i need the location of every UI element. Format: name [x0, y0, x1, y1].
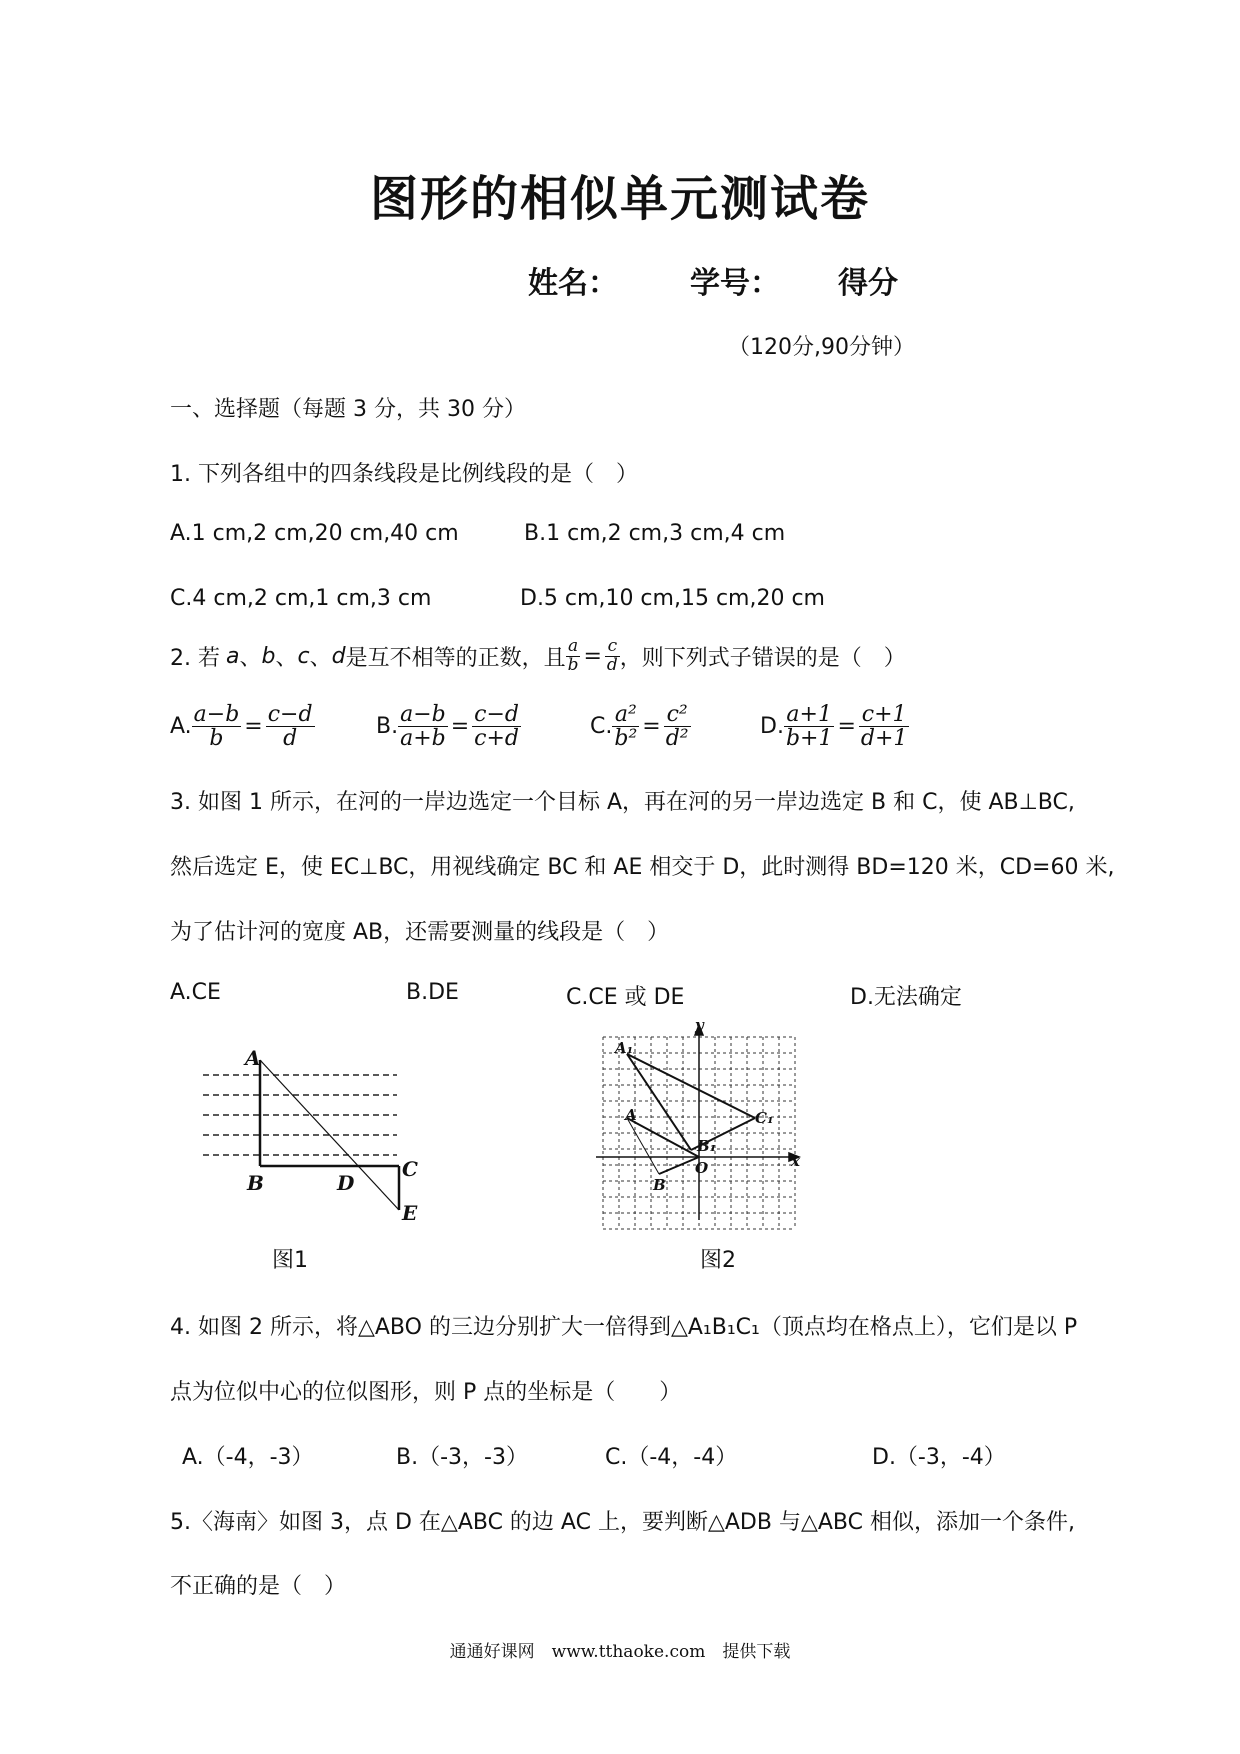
- q2-condition-left-fraction: $\frac{a}{b}$: [567, 636, 579, 675]
- page-footer: 通通好课网 www.tthaoke.com 提供下载: [449, 1642, 791, 1662]
- question-1-option-c: C.4 cm,2 cm,1 cm,3 cm: [170, 586, 432, 611]
- question-4-line-2: 点为位似中心的位似图形，则 P 点的坐标是（ ）: [170, 1380, 682, 1405]
- fig2-label-c1: C₁: [755, 1109, 774, 1127]
- fig1-label-a: A: [245, 1046, 261, 1070]
- question-3-option-a: A.CE: [170, 980, 221, 1005]
- q2-sep-3: 、: [309, 645, 332, 671]
- q2-mid: 是互不相等的正数，且: [345, 645, 566, 671]
- page-title: 图形的相似单元测试卷: [369, 171, 870, 227]
- question-2-option-a: A. $\frac{a-b}{b}$ = $\frac{c-d}{d}$: [170, 702, 313, 752]
- question-2-option-c: C. $\frac{\text{a²}}{\text{b²}}$ = $\frac{\text{c²}}{\text{d²}}$: [590, 702, 689, 752]
- question-4-option-a: A.（-4，-3）: [182, 1445, 314, 1470]
- question-3-option-d: D.无法确定: [850, 985, 962, 1010]
- q2-var-b: b: [261, 643, 276, 669]
- question-4-option-d: D.（-3，-4）: [872, 1445, 1006, 1470]
- student-id-label: 学号：: [690, 266, 780, 301]
- question-1-option-b: B.1 cm,2 cm,3 cm,4 cm: [524, 521, 786, 546]
- name-field-label: 姓名：: [528, 266, 618, 301]
- score-label: 得分: [838, 266, 898, 301]
- fig2-label-a1: A₁: [615, 1039, 634, 1057]
- fig2-label-a: A: [625, 1106, 637, 1124]
- q2-var-d: d: [331, 643, 346, 669]
- figure-2-caption: 图2: [700, 1248, 736, 1273]
- fig2-label-b: B: [653, 1176, 666, 1194]
- question-1-stem: 1. 下列各组中的四条线段是比例线段的是（ ）: [170, 462, 638, 487]
- q2-var-a: a: [225, 643, 240, 669]
- question-3-line-1: 3. 如图 1 所示，在河的一岸边选定一个目标 A，再在河的另一岸边选定 B 和 C，使 AB⊥BC,: [170, 790, 1075, 815]
- q2-sep-1: 、: [239, 645, 262, 671]
- fig2-label-b1: B₁: [697, 1137, 717, 1155]
- question-4-line-1: 4. 如图 2 所示，将△ABO 的三边分别扩大一倍得到△A₁B₁C₁（顶点均在格点上），它们是以 P: [170, 1315, 1078, 1340]
- fig1-label-c: C: [402, 1157, 418, 1181]
- question-3-line-3: 为了估计河的宽度 AB，还需要测量的线段是（ ）: [170, 920, 670, 945]
- fig1-label-d: D: [337, 1171, 355, 1195]
- question-2-option-b: B. $\frac{a-b}{a+b}$ = $\frac{c-d}{c+d}$: [376, 702, 520, 752]
- q2-sep-2: 、: [275, 645, 298, 671]
- question-3-option-c: C.CE 或 DE: [566, 985, 685, 1010]
- q2-prefix: 2. 若: [170, 645, 220, 671]
- question-2-stem: 2. 若 a 、 b 、 c 、 d 是互不相等的正数，且 $\frac{a}{b}$ = $\frac{c}{d}$ ，则下列式子错误的是（ ）: [170, 636, 906, 675]
- question-2-option-d: D. $\frac{a+1}{b+1}$ = $\frac{c+1}{d+1}$: [760, 702, 908, 752]
- question-1-option-d: D.5 cm,10 cm,15 cm,20 cm: [520, 586, 825, 611]
- question-4-option-b: B.（-3，-3）: [396, 1445, 528, 1470]
- fig2-label-o: O: [695, 1159, 709, 1177]
- q2-condition-right-fraction: $\frac{c}{d}$: [606, 636, 618, 675]
- fig2-axis-x-label: x: [791, 1152, 800, 1170]
- fig1-label-e: E: [402, 1201, 418, 1225]
- question-3-line-2: 然后选定 E，使 EC⊥BC，用视线确定 BC 和 AE 相交于 D，此时测得 BD=120 米，CD=60 米,: [170, 855, 1115, 880]
- question-5-line-1: 5.〈海南〉如图 3，点 D 在△ABC 的边 AC 上，要判断△ADB 与△ABC 相似，添加一个条件,: [170, 1510, 1075, 1535]
- figure-1-caption: 图1: [272, 1248, 308, 1273]
- question-4-option-c: C.（-4，-4）: [605, 1445, 738, 1470]
- figure-1-diagram: [195, 1035, 435, 1225]
- figure-2-diagram: [595, 1020, 815, 1235]
- question-3-option-b: B.DE: [406, 980, 459, 1005]
- q2-var-c: c: [297, 643, 310, 669]
- question-5-line-2: 不正确的是（ ）: [170, 1574, 347, 1599]
- fig1-label-b: B: [247, 1171, 264, 1195]
- q2-suffix: ，则下列式子错误的是（ ）: [619, 645, 906, 671]
- exam-meta: （120分,90分钟）: [728, 335, 915, 360]
- section-heading: 一、选择题（每题 3 分，共 30 分）: [170, 397, 526, 422]
- question-1-option-a: A.1 cm,2 cm,20 cm,40 cm: [170, 521, 459, 546]
- fig2-axis-y-label: y: [695, 1020, 704, 1034]
